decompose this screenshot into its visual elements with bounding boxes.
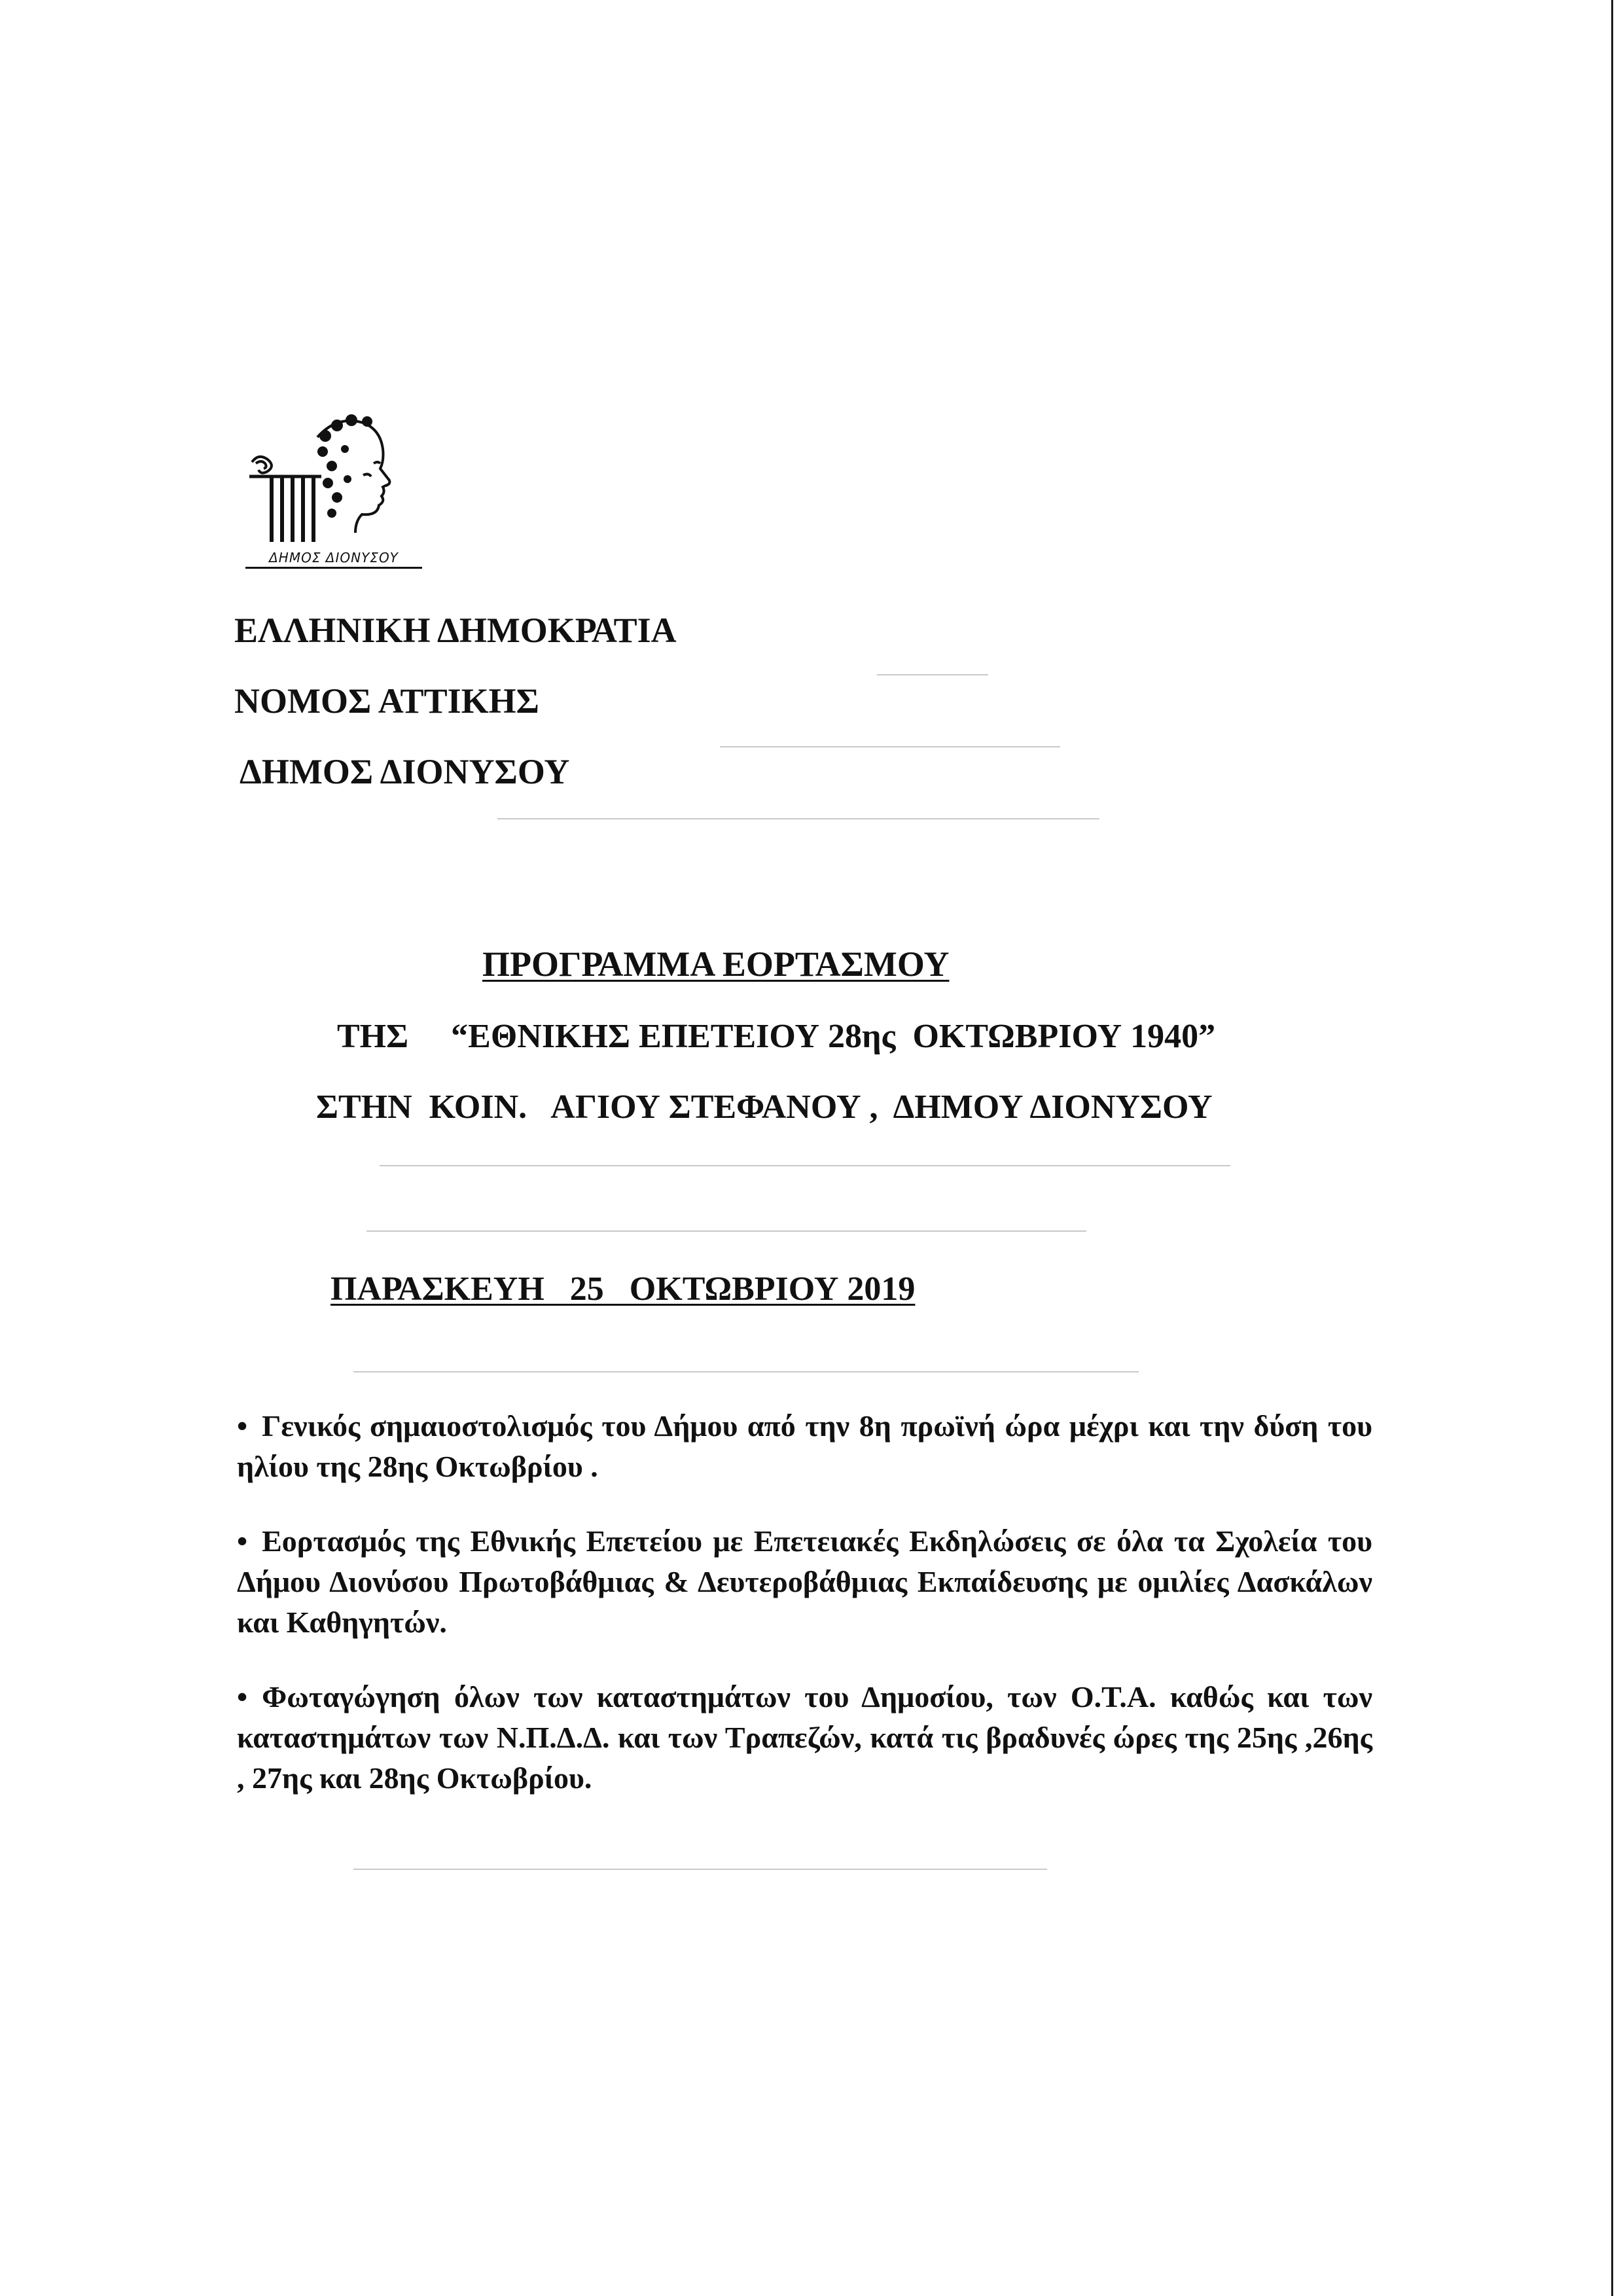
scan-noise: [353, 1371, 1139, 1372]
title-subline-anniversary: ΤΗΣ “ΕΘΝΙΚΗΣ ΕΠΕΤΕΙΟΥ 28ης ΟΚΤΩΒΡΙΟΥ 1940”: [337, 1018, 1216, 1055]
header-prefecture: ΝΟΜΟΣ ΑΤΤΙΚΗΣ: [234, 681, 539, 721]
list-item: [237, 1406, 1372, 1487]
bullet-icon: •: [237, 1409, 248, 1443]
bullet-icon: •: [237, 1524, 248, 1558]
scan-noise: [877, 674, 988, 675]
municipality-logo: [245, 411, 422, 568]
scan-noise: [497, 818, 1099, 819]
logo-caption: ΔΗΜΟΣ ΔΙΟΝΥΣΟΥ: [245, 550, 422, 569]
scan-noise: [366, 1230, 1086, 1232]
list-item-text: Φωταγώγηση όλων των καταστημάτων του Δημοσίου, των Ο.Τ.Α. καθώς και των καταστημάτων των Ν.Π.Δ.Δ. και των Τραπεζών, κατά τις βραδυνές ώρες της 25ης ,26ης , 27ης και 28ης Οκτωβρίου.: [237, 1680, 1372, 1795]
header-municipality: ΔΗΜΟΣ ΔΙΟΝΥΣΟΥ: [240, 752, 570, 791]
scan-edge-line: [1611, 0, 1613, 2296]
bullet-icon: •: [237, 1680, 248, 1713]
list-item: [237, 1677, 1372, 1799]
scan-noise: [720, 746, 1060, 747]
scan-noise: [380, 1165, 1230, 1166]
list-item: [237, 1521, 1372, 1643]
list-item-text: Γενικός σημαιοστολισμός του Δήμου από την 8η πρωϊνή ώρα μέχρι και την δύση του ηλίου της 28ης Οκτωβρίου .: [237, 1409, 1372, 1483]
program-item-list: [237, 1406, 1372, 1833]
list-item-text: Εορτασμός της Εθνικής Επετείου με Επετειακές Εκδηλώσεις σε όλα τα Σχολεία του Δήμου Διονύσου Πρωτοβάθμιας & Δευτεροβάθμιας Εκπαίδευσης με ομιλίες Δασκάλων και Καθηγητών.: [237, 1524, 1372, 1639]
document-title: ΠΡΟΓΡΑΜΜΑ ΕΟΡΤΑΣΜΟΥ: [482, 944, 950, 984]
title-subline-location: ΣΤΗΝ ΚΟΙΝ. ΑΓΙΟΥ ΣΤΕΦΑΝΟΥ , ΔΗΜΟΥ ΔΙΟΝΥΣΟΥ: [316, 1088, 1213, 1126]
dionysus-head-icon: [245, 411, 422, 548]
date-heading: ΠΑΡΑΣΚΕΥΗ 25 ΟΚΤΩΒΡΙΟΥ 2019: [330, 1270, 916, 1308]
scan-noise: [353, 1869, 1047, 1870]
header-country: ΕΛΛΗΝΙΚΗ ΔΗΜΟΚΡΑΤΙΑ: [234, 611, 677, 650]
